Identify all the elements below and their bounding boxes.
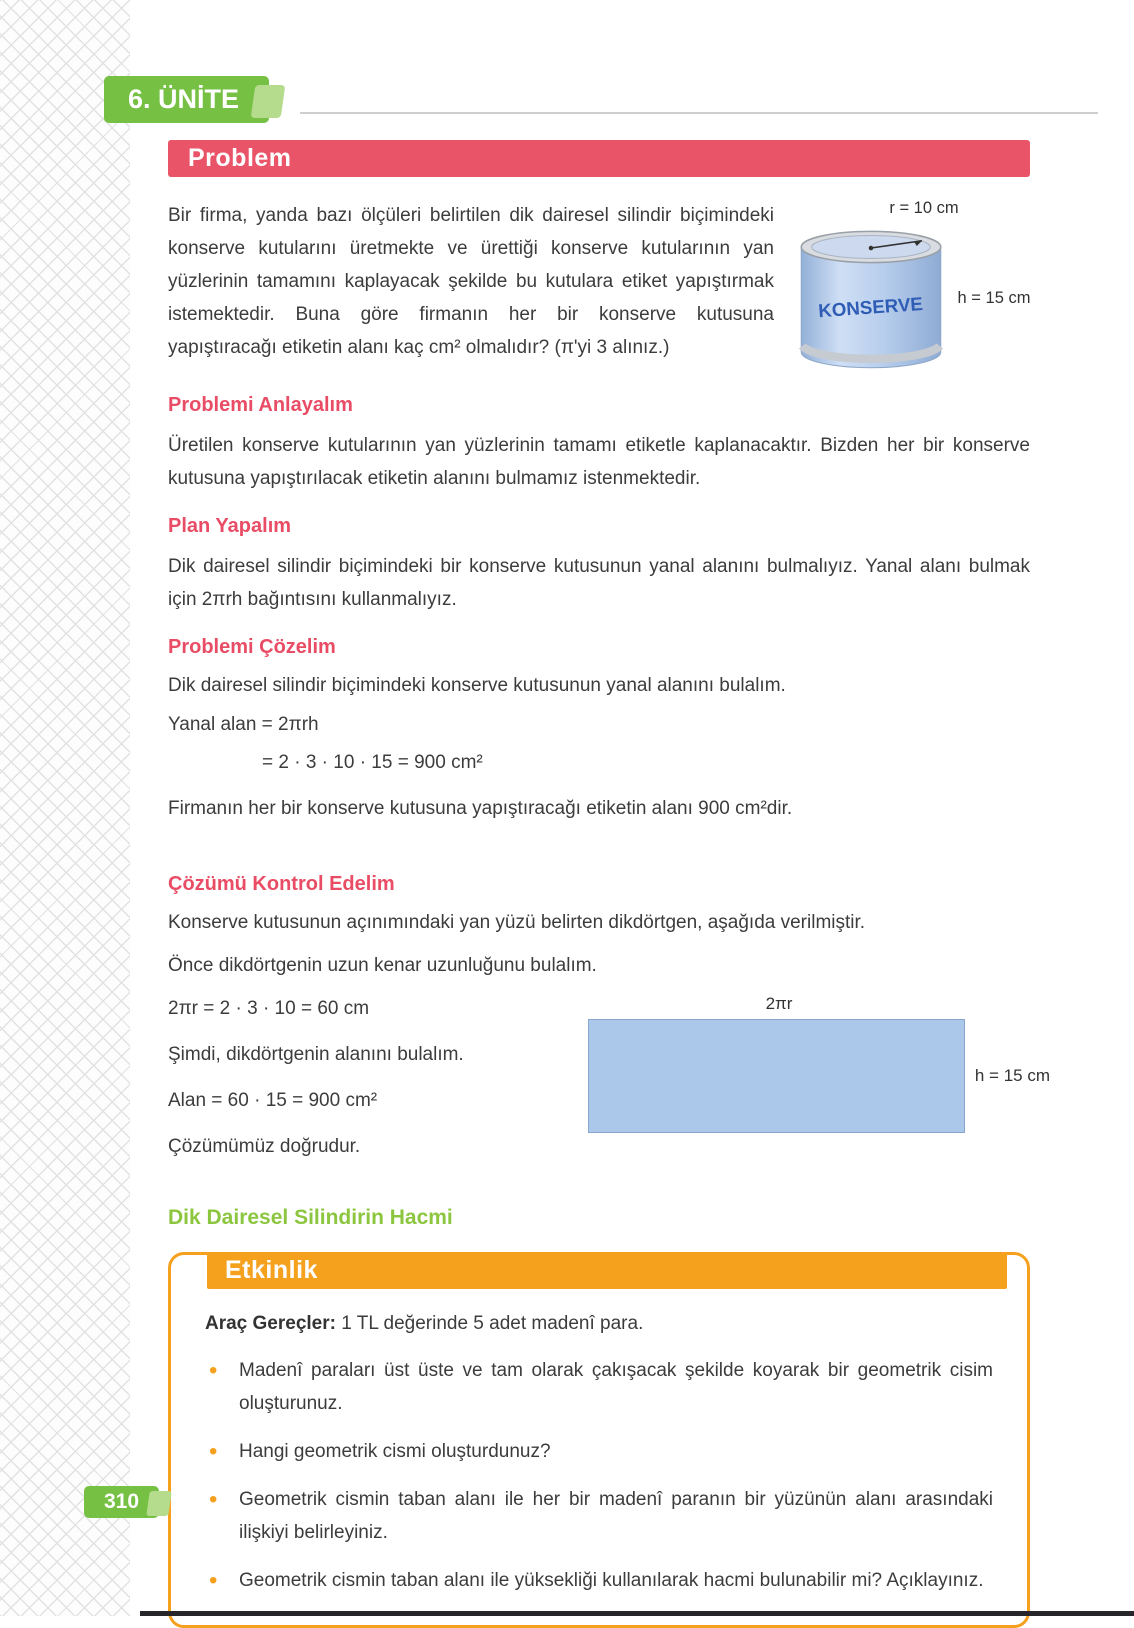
check-line-1: Konserve kutusunun açınımındaki yan yüzü belirten dikdörtgen, aşağıda verilmiştir. [168,912,866,933]
check-heading: Çözümü Kontrol Edelim [168,873,395,895]
cylinder-figure [792,199,1030,374]
konserve-label: KONSERVE [817,293,924,322]
problem-statement: Bir firma, yanda bazı ölçüleri belirtilen dik dairesel silindir biçimindeki konserve kutularını üretmekte ve ürettiği konserve kutularının yan yüzlerinin tamamını kaplayacak şekilde bu kutulara etiket yapıştırmak istemektedir. Buna göre firmanın her bir konserve kutusuna yapıştıracağı etiketin alanı kaç cm² olmalıdır? (π'yi 3 alınız.) [168,205,774,358]
lateral-surface-rectangle [588,1019,965,1133]
check-equation-2: Alan = 60 · 15 = 900 cm² [168,1090,378,1111]
bullet-icon: • [209,1567,218,1594]
height-label: h = 15 cm [957,288,1031,307]
solve-line-1: Dik dairesel silindir biçimindeki konserve kutusunun yanal alanını bulalım. [168,675,786,696]
plan-paragraph: Dik dairesel silindir biçimindeki bir konserve kutusunun yanal alanını bulmalıyız. Yanal alanı bulmak için 2πrh bağıntısını kullanmalıyız. [168,556,1030,610]
page-number: 310 [104,1490,140,1513]
activity-bullet-4 [205,1564,993,1597]
check-section [168,994,1050,1178]
bullet-icon: • [209,1357,218,1384]
unit-badge-label: 6. ÜNİTE [128,84,240,114]
materials-text: 1 TL değerinde 5 adet madenî para. [335,1313,644,1334]
volume-section-heading: Dik Dairesel Silindirin Hacmi [168,1206,453,1229]
problem-banner-label: Problem [188,144,292,172]
check-line-3: Şimdi, dikdörtgenin alanını bulalım. [168,1044,464,1065]
page-number-badge [84,1486,159,1518]
activity-bullet-2 [205,1435,993,1468]
header-divider-line [300,112,1098,114]
rect-width-label: 2πr [765,994,793,1013]
cylinder-can-illustration [792,222,950,374]
activity-bullet-3-text: Geometrik cismin taban alanı ile her bir madenî paranın bir yüzünün alanı arasındaki ilişkiyi belirleyiniz. [239,1489,993,1543]
activity-bullet-1-text: Madenî paraları üst üste ve tam olarak çakışacak şekilde koyarak bir geometrik cisim oluşturunuz. [239,1360,993,1414]
solve-heading: Problemi Çözelim [168,636,336,658]
check-line-2: Önce dikdörtgenin uzun kenar uzunluğunu bulalım. [168,955,597,976]
understand-heading: Problemi Anlayalım [168,394,353,416]
check-calculations [168,994,588,1178]
check-conclusion: Çözümümüz doğrudur. [168,1136,361,1157]
page-bottom-edge [140,1611,1134,1616]
bullet-icon: • [209,1438,218,1465]
rect-height-label: h = 15 cm [974,1066,1050,1085]
check-equation-1: 2πr = 2 · 3 · 10 = 60 cm [168,998,370,1019]
materials-line [205,1307,993,1340]
decorative-crosshatch-strip [0,0,130,1616]
materials-label: Araç Gereçler: [205,1313,336,1334]
activity-bullet-3 [205,1483,993,1549]
activity-bullet-1 [205,1354,993,1420]
solve-equation-1: Yanal alan = 2πrh [168,714,319,735]
understand-paragraph: Üretilen konserve kutularının yan yüzlerinin tamamı etiketle kaplanacaktır. Bizden her bir konserve kutusuna yapıştırılacak etiketin alanını bulmamız istenmektedir. [168,435,1030,489]
unit-badge [104,76,269,123]
problem-banner [168,140,1030,177]
plan-heading: Plan Yapalım [168,515,292,537]
activity-bullet-4-text: Geometrik cismin taban alanı ile yüksekliği kullanılarak hacmi bulunabilir mi? Açıklayınız. [239,1570,984,1591]
solve-equation-2: = 2 · 3 · 10 · 15 = 900 cm² [262,752,483,773]
radius-label: r = 10 cm [889,199,959,217]
solve-conclusion: Firmanın her bir konserve kutusuna yapıştıracağı etiketin alanı 900 cm²dir. [168,798,793,819]
activity-banner-label: Etkinlik [225,1256,318,1284]
problem-section [168,199,1030,374]
activity-bullet-2-text: Hangi geometrik cismi oluşturdunuz? [239,1441,551,1462]
activity-box [168,1252,1030,1628]
activity-banner [207,1252,1007,1289]
bullet-icon: • [209,1486,218,1513]
page-content [168,140,1050,1628]
unrolled-rectangle-diagram [588,994,1050,1178]
